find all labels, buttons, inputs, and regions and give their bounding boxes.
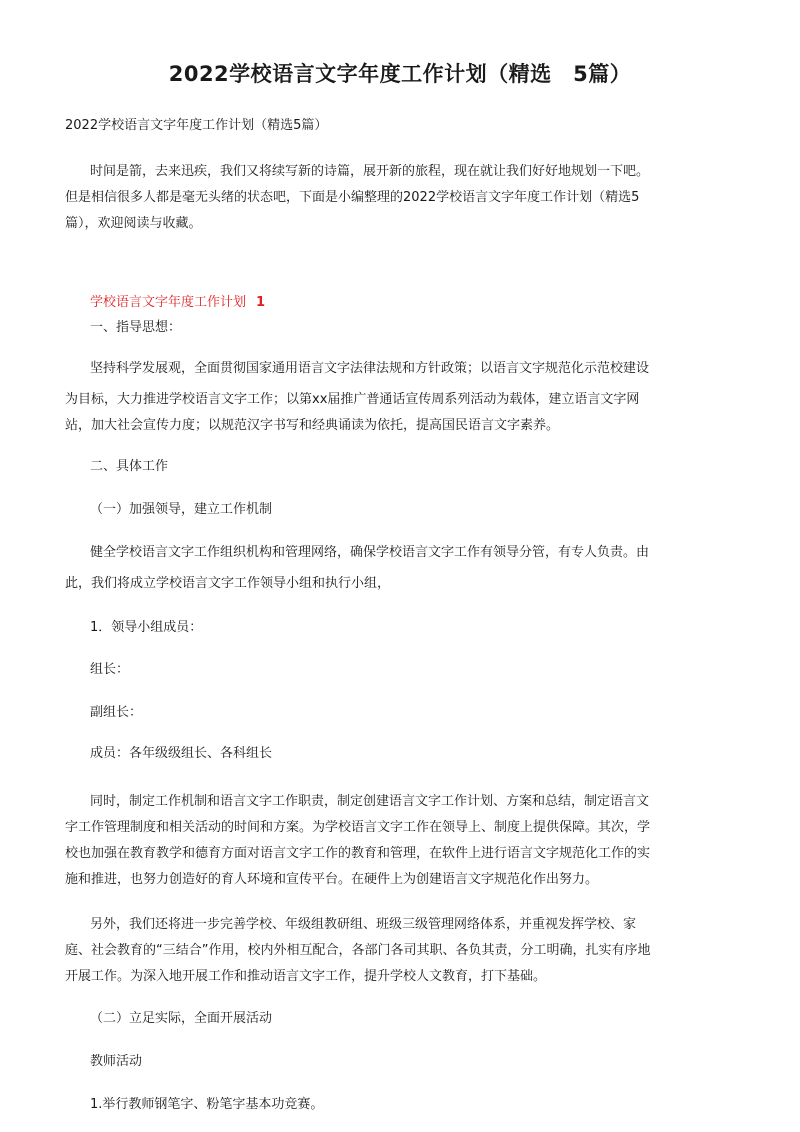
teacher-activities-heading: 教师活动 xyxy=(90,1054,143,1069)
document-title: 2022学校语言文字年度工作计划（精选 5篇） xyxy=(168,62,632,86)
network-line-1: 另外，我们还将进一步完善学校、年级组教研组、班级三级管理网络体系，并重视发挥学校、家 xyxy=(90,917,637,932)
specific-work-heading: 二、具体工作 xyxy=(90,459,169,474)
section-number: 1 xyxy=(256,295,266,310)
guiding-line-2: 为目标，大力推进学校语言文字工作；以第xx届推广普通话宣传周系列活动为载体，建立语言文字网 xyxy=(65,392,640,407)
sub1-line-1: 健全学校语言文字工作组织机构和管理网络，确保学校语言文字工作有领导分管，有专人负责。由 xyxy=(90,545,650,560)
leader-line: 组长： xyxy=(90,662,130,677)
sub2-heading: （二）立足实际，全面开展活动 xyxy=(90,1011,273,1026)
network-line-3: 开展工作。为深入地开展工作和推动语言文字工作，提升学校人文教育，打下基础。 xyxy=(65,969,547,984)
sub1-heading: （一）加强领导，建立工作机制 xyxy=(90,502,273,517)
system-line-1: 同时，制定工作机制和语言文字工作职责，制定创建语言文字工作计划、方案和总结，制定语言文 xyxy=(90,794,650,809)
intro-line-2: 但是相信很多人都是毫无头绪的状态吧，下面是小编整理的2022学校语言文字年度工作计划（精选5 xyxy=(65,190,640,205)
system-line-4: 施和推进，也努力创造好的育人环境和宣传平台。在硬件上为创建语言文字规范化作出努力。 xyxy=(65,872,599,887)
members-heading: 1．领导小组成员： xyxy=(90,620,203,635)
guiding-line-3: 站，加大社会宣传力度；以规范汉字书写和经典诵读为依托，提高国民语言文字素养。 xyxy=(65,418,560,433)
activity-1: 1.举行教师钢笔字、粉笔字基本功竞赛。 xyxy=(90,1097,324,1112)
guiding-heading: 一、指导思想： xyxy=(90,320,182,335)
intro-line-3: 篇），欢迎阅读与收藏。 xyxy=(65,216,202,231)
document-subtitle: 2022学校语言文字年度工作计划（精选5篇） xyxy=(65,118,328,133)
network-line-2: 庭、社会教育的“三结合”作用，校内外相互配合，各部门各司其职、各负其责，分工明确，扎实有序地 xyxy=(65,943,651,958)
guiding-line-1: 坚持科学发展观，全面贯彻国家通用语言文字法律法规和方针政策；以语言文字规范化示范校建设 xyxy=(90,361,650,376)
section-heading-text: 学校语言文字年度工作计划 xyxy=(90,295,247,310)
sub1-line-2: 此，我们将成立学校语言文字工作领导小组和执行小组， xyxy=(65,576,391,591)
intro-line-1: 时间是箭，去来迅疾，我们又将续写新的诗篇，展开新的旅程，现在就让我们好好地规划一下吧。 xyxy=(90,164,650,179)
system-line-3: 校也加强在教育教学和德育方面对语言文字工作的教育和管理，在软件上进行语言文字规范化工作的实 xyxy=(65,846,651,861)
deputy-line: 副组长： xyxy=(90,705,143,720)
members-line: 成员：各年级级组长、各科组长 xyxy=(90,746,273,761)
system-line-2: 字工作管理制度和相关活动的时间和方案。为学校语言文字工作在领导上、制度上提供保障。其次，学 xyxy=(65,820,651,835)
section-heading xyxy=(90,290,265,316)
